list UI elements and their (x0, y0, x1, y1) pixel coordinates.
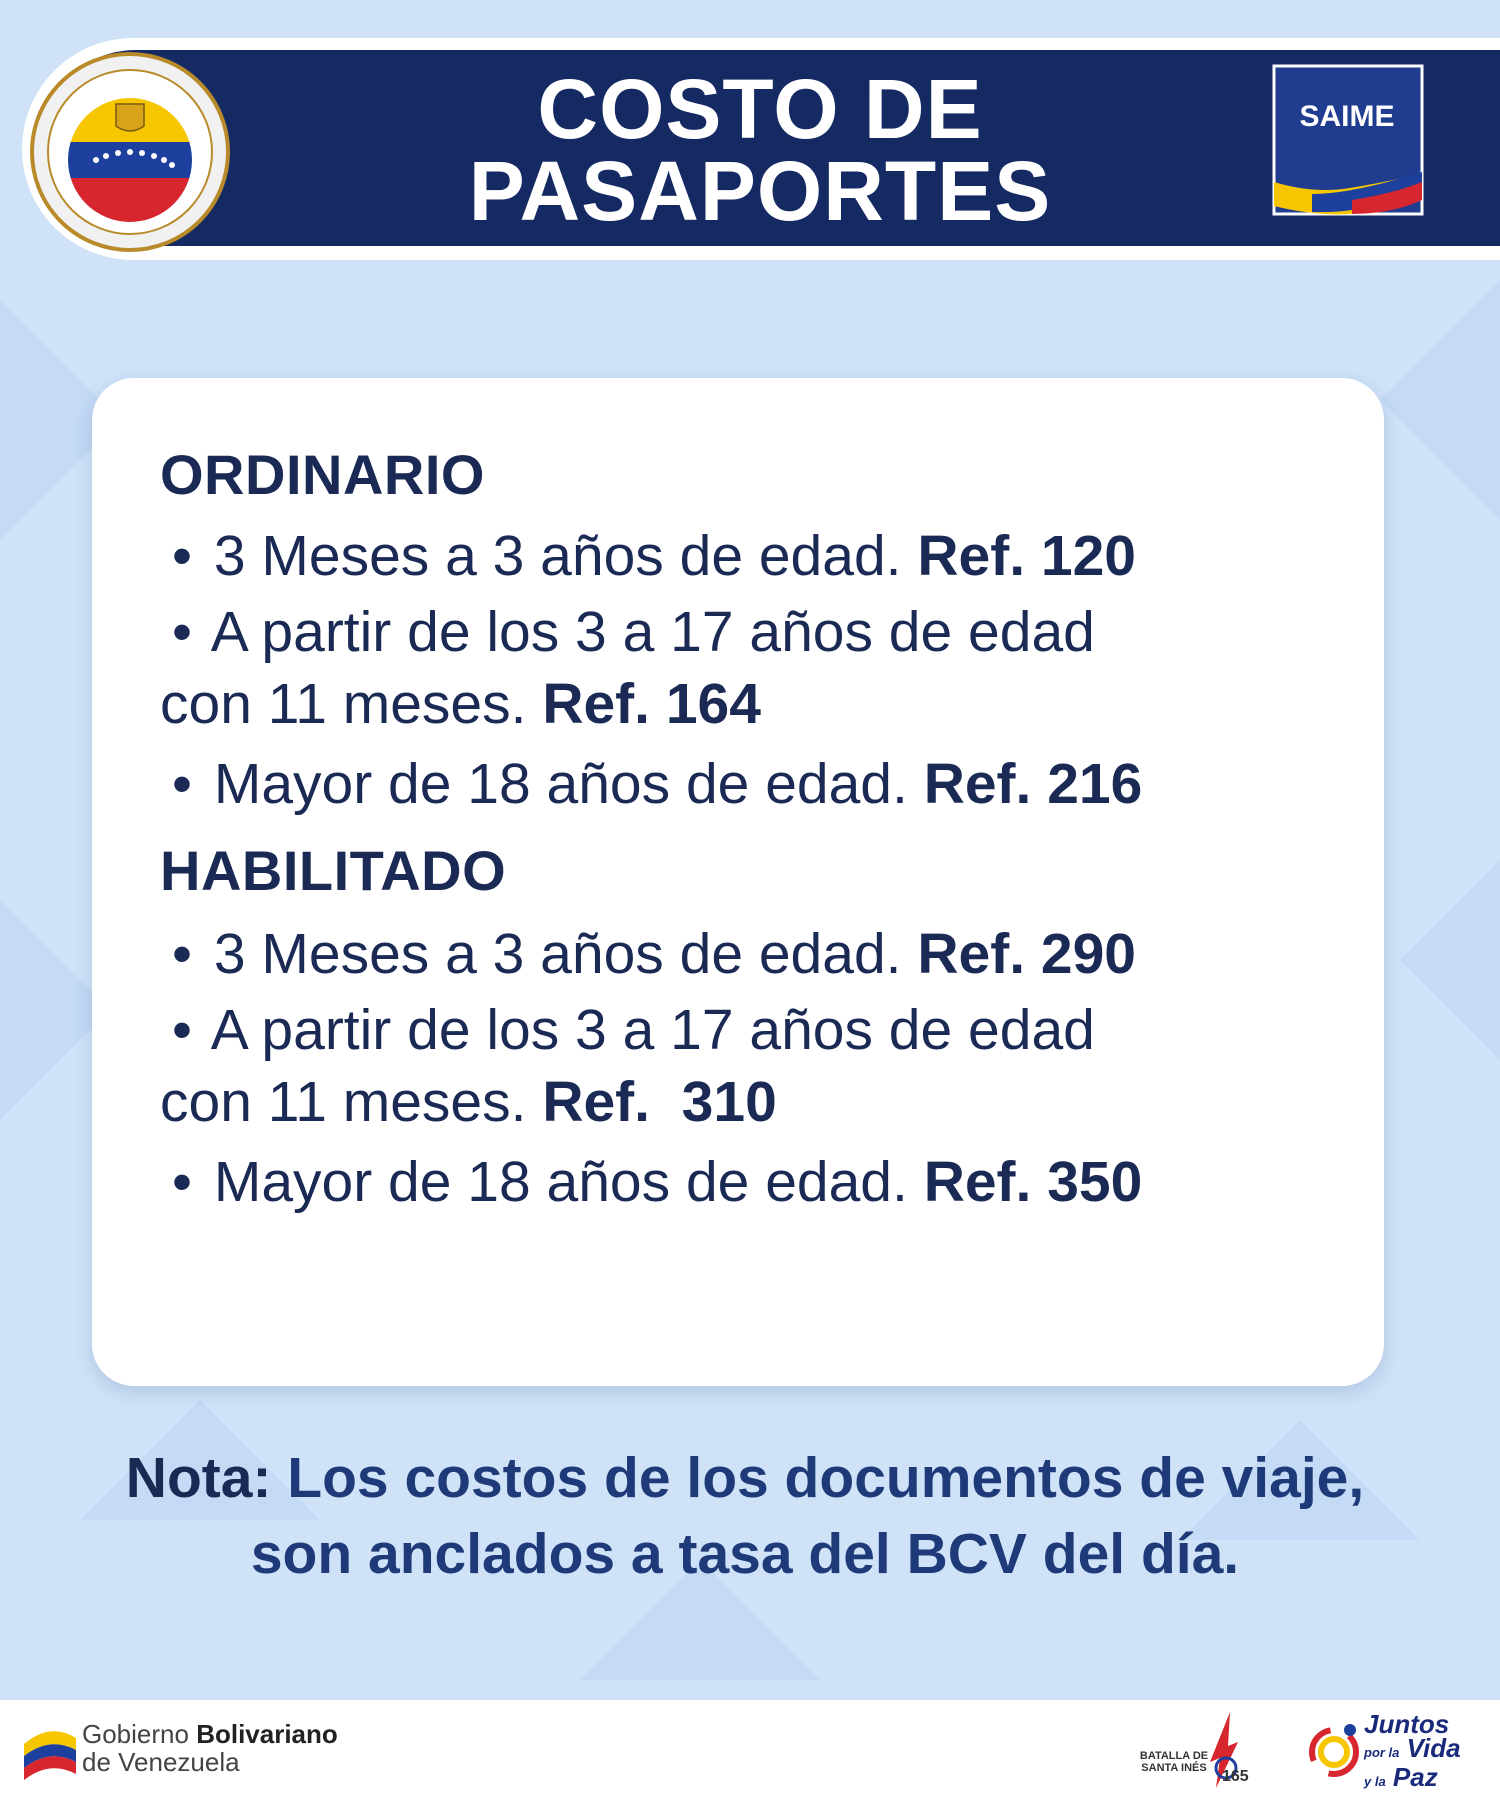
note-label: Nota: (125, 1446, 272, 1510)
batalla-text: BATALLA DE SANTA INÉS (1139, 1750, 1209, 1774)
gob-line1-b: Bolivariano (196, 1719, 338, 1749)
juntos-line3: Paz (1392, 1762, 1438, 1792)
bullet-icon: • (172, 922, 192, 986)
list-item (172, 518, 1372, 594)
juntos-line2: Vida (1406, 1733, 1461, 1763)
item-text: 3 Meses a 3 años de edad. (213, 922, 902, 986)
juntos-line1: Juntos (1364, 1709, 1450, 1739)
item-text: Mayor de 18 años de edad. (213, 1150, 908, 1214)
title-line-2: PASAPORTES (468, 144, 1052, 238)
item-text-continued: con 11 meses. (160, 672, 527, 736)
juntos-por-la-vida-logo-icon (1300, 1714, 1370, 1786)
list-item (160, 992, 1360, 1140)
list-item (172, 746, 1372, 822)
gob-line1-a: Gobierno (82, 1719, 197, 1749)
bullet-icon: • (172, 752, 192, 816)
section-title-ordinario: ORDINARIO (160, 443, 485, 506)
item-text: 3 Meses a 3 años de edad. (213, 524, 902, 588)
juntos-small-2: y la (1364, 1774, 1386, 1789)
bullet-icon: • (172, 1150, 192, 1214)
item-ref: Ref. 310 (542, 1070, 777, 1134)
note (90, 1440, 1400, 1592)
item-ref: Ref. 350 (923, 1150, 1143, 1214)
item-ref: Ref. 120 (917, 524, 1136, 588)
footer (0, 1700, 1500, 1797)
list-item (172, 1144, 1372, 1220)
gobierno-bolivariano-logo (82, 1720, 338, 1776)
list-item (160, 594, 1360, 742)
venezuela-flag-icon (20, 1714, 80, 1784)
saime-logo-icon (1272, 64, 1436, 228)
section-title-habilitado: HABILITADO (160, 839, 507, 902)
item-text: A partir de los 3 a 17 años de edad (210, 998, 1095, 1062)
ministry-seal-icon (30, 52, 230, 252)
item-ref: Ref. 216 (923, 752, 1143, 816)
list-item (172, 916, 1372, 992)
item-ref: Ref. 164 (542, 672, 761, 736)
saime-label: SAIME (1299, 100, 1395, 133)
title-line-1: COSTO DE (537, 62, 983, 156)
item-ref: Ref. 290 (917, 922, 1136, 986)
bullet-icon: • (172, 998, 192, 1062)
item-text: Mayor de 18 años de edad. (213, 752, 908, 816)
page-title (380, 62, 1140, 238)
pricing-card (92, 378, 1384, 1386)
juntos-small: por la (1364, 1745, 1400, 1760)
juntos-por-la-vida-text (1364, 1709, 1494, 1794)
bullet-icon: • (172, 524, 192, 588)
batalla-number: 165 (1222, 1768, 1249, 1785)
bullet-icon: • (172, 600, 192, 664)
item-text-continued: con 11 meses. (160, 1070, 527, 1134)
item-text: A partir de los 3 a 17 años de edad (210, 600, 1095, 664)
gob-line2: de Venezuela (82, 1747, 240, 1777)
note-text: Los costos de los documentos de viaje, son anclados a tasa del BCV del día. (250, 1446, 1365, 1586)
